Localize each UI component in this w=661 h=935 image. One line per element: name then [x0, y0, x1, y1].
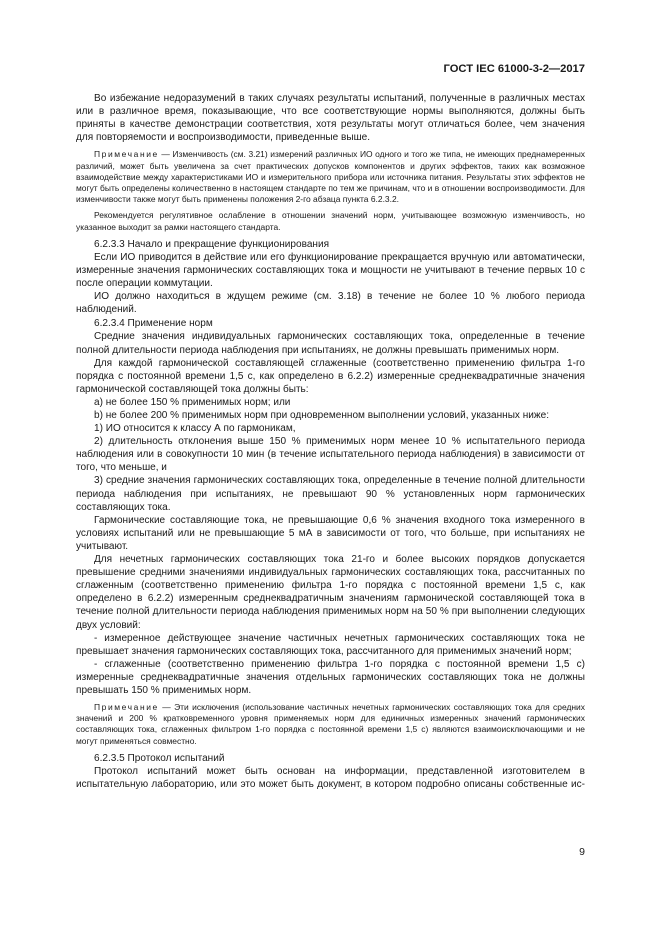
- paragraph: Протокол испытаний может быть основан на информации, представленной изготовителем в испытательную лабораторию, или это может быть документ, в котором подробно описаны собственные ис-: [76, 765, 585, 791]
- note-label: Примечание: [94, 702, 159, 713]
- paragraph: Средние значения индивидуальных гармонических составляющих тока, определенные в течение полной длительности периода наблюдения при испытаниях, не должны превышать применимых норм.: [76, 331, 585, 356]
- list-item-b: b) не более 200 % применимых норм при одновременном выполнении условий, указанных ниже:: [94, 410, 549, 422]
- note-text: — Эти исключения (использование частичных нечетных гармонических составляющих тока для средних значений и 200 % кратковременного уровня применяемых норм для единичных измеренных значений гармонических составляющих тока, сглаженных фильтром 1-го порядка с постоянной времени 1,5 с) являются взаимоисключающими и не могут применяться совместно.: [76, 702, 585, 746]
- paragraph: Для нечетных гармонических составляющих тока 21-го и более высоких порядков допускается превышение средними значениями индивидуальных гармонических составляющих тока, рассчитанных по сглаженным (соответственно применению фильтра 1-го порядка с постоянной времени 1,5 с, как определено в 6.2.2) измеренным среднеквадратичным значениям гармонической составляющей тока в течение полной длительности периода наблюдения применимых норм на 50 % при выполнении следующих двух условий:: [76, 554, 585, 631]
- paragraph: ИО должно находиться в ждущем режиме (см. 3.18) в течение не более 10 % любого периода наблюдений.: [76, 291, 585, 316]
- list-item-2: 2) длительность отклонения выше 150 % применимых норм менее 10 % испытательного периода наблюдения или в совокупности 10 мин (в течение испытательного периода наблюдения) в зависимости от того, что меньше, и: [76, 436, 585, 474]
- note: [76, 149, 585, 205]
- note: [76, 702, 585, 747]
- paragraph: Гармонические составляющие тока, не превышающие 0,6 % значения входного тока измеренного в условиях испытаний или не превышающие 5 мА в зависимости от того, что больше, при испытаниях не учитывают.: [76, 514, 585, 552]
- paragraph: Во избежание недоразумений в таких случаях результаты испытаний, полученные в различных местах или в различное время, показывающие, что все соответствующие нормы выполняются, должны быть приняты в качестве демонстрации соответствия, хотя результаты могут отличаться более, чем значения для повторяемости и воспроизводимости, приведенные выше.: [76, 93, 585, 144]
- standard-designation: ГОСТ IEC 61000-3-2—2017: [443, 63, 585, 75]
- page-number: 9: [579, 846, 585, 858]
- dash-item-1: - измеренное действующее значение частичных нечетных гармонических составляющих тока не превышает значения гармонических составляющих тока, рассчитанного для применимых значений норм;: [76, 632, 585, 657]
- section-heading-6235: 6.2.3.5 Протокол испытаний: [94, 752, 225, 764]
- page-body: [76, 92, 585, 791]
- dash-item-2: - сглаженные (соответственно применению фильтра 1-го порядка с постоянной времени 1,5 с) измеренные среднеквадратичные значения отдельных гармонических составляющих тока не должны превышать 150 % применимых норм.: [76, 658, 585, 696]
- paragraph: Если ИО приводится в действие или его функционирование прекращается вручную или автоматически, измеренные значения гармонических составляющих тока и мощности не учитывают в течение первых 10 с после операции коммутации.: [76, 251, 585, 290]
- paragraph: Для каждой гармонической составляющей сглаженные (соответственно применению фильтра 1-го порядка с постоянной времени 1,5 с, как определено в 6.2.2) измеренные среднеквадратичные значения гармонической составляющей тока должны быть:: [76, 357, 585, 395]
- section-heading-6234: 6.2.3.4 Применение норм: [94, 318, 213, 330]
- note-label: Примечание: [94, 149, 159, 160]
- list-item-1: 1) ИО относится к классу А по гармоникам,: [94, 423, 296, 435]
- note-continuation: Рекомендуется регулятивное ослабление в отношении значений норм, учитывающее возможную изменчивость, но указанное выходит за рамки настоящего стандарта.: [76, 210, 585, 232]
- section-heading-6233: 6.2.3.3 Начало и прекращение функционирования: [94, 238, 330, 250]
- list-item-3: 3) средние значения гармонических составляющих тока, определенные в течение полной длительности периода наблюдения при испытаниях, не превышают 90 % установленных норм гармонических составляющих тока.: [76, 475, 585, 513]
- list-item-a: a) не более 150 % применимых норм; или: [94, 396, 291, 408]
- note-text: — Изменчивость (см. 3.21) измерений различных ИО одного и того же типа, не имеющих преднамеренных различий, может быть увеличена за счет практических допусков компонентов и других эффектов, таких как возможное взаимодействие между характеристиками ИО и измерительного прибора или источника питания. Результаты этих эффектов не могут быть определены количественно в настоящем стандарте по тем же причинам, что и в отношении воспроизводимости. Для изменчивости также могут быть применены положения 2-го абзаца пункта 6.2.3.2.: [76, 149, 585, 205]
